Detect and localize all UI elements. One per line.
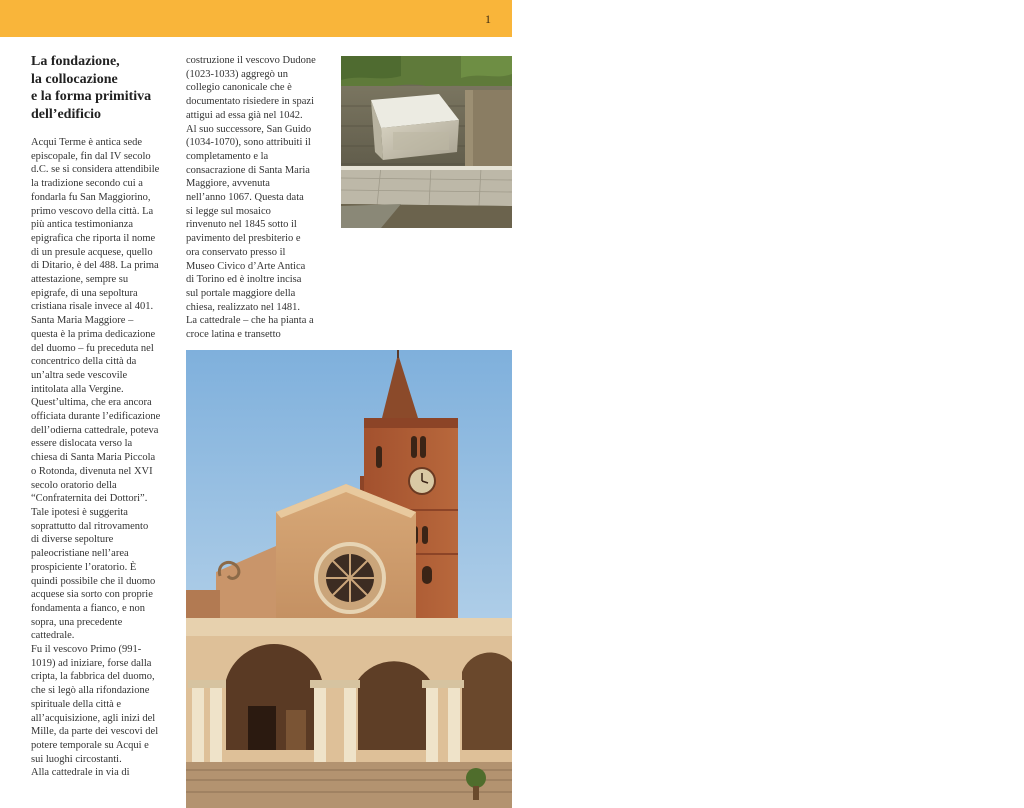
text-line: fondamenta a fianco, e non: [31, 602, 145, 614]
text-line: all’acquisizione, agli inizi del: [31, 712, 156, 724]
text-line: del duomo – fu preceduta nel: [31, 342, 154, 354]
text-line: prospiciente l’oratorio. È: [31, 561, 137, 573]
body-text-left-column: [31, 136, 175, 780]
text-line: potere temporale su Acqui e: [31, 739, 149, 751]
text-line: fondarla fu San Maggiorino,: [31, 191, 151, 203]
text-line: (1023-1033) aggregò un: [186, 68, 289, 80]
body-text-middle-column: [186, 54, 336, 342]
text-line: Mille, da parte dei vescovi del: [31, 726, 159, 738]
text-line: episcopale, fin dal IV secolo: [31, 150, 151, 162]
text-line: Fu il vescovo Primo (991-: [31, 644, 142, 656]
text-line: sul portale maggiore della: [186, 287, 296, 299]
text-line: Quest’ultima, che era ancora: [31, 397, 152, 409]
text-line: croce latina e transetto: [186, 329, 281, 341]
text-line: acquese sia sorto con proprie: [31, 589, 153, 601]
text-line: Santa Maria Maggiore –: [31, 315, 134, 327]
text-line: consacrazione di Santa Maria: [186, 164, 310, 176]
text-line: di un presule acquese, quello: [31, 246, 153, 258]
text-line: Museo Civico d’Arte Antica: [186, 260, 306, 272]
text-line: 1019) ad iniziare, forse dalla: [31, 657, 152, 669]
text-line: quindi possibile che il duomo: [31, 575, 156, 587]
text-line: ora conservato presso il: [186, 246, 286, 258]
text-line: d.C. se si considera attendibile: [31, 164, 160, 176]
text-line: nell’anno 1067. Questa data: [186, 192, 304, 204]
text-line: La cattedrale – che ha pianta a: [186, 315, 314, 327]
text-line: dell’odierna cattedrale, poteva: [31, 424, 159, 436]
text-line: cattedrale.: [31, 630, 75, 642]
text-line: intitolata alla Vergine.: [31, 383, 124, 395]
text-line: che si legò alla rifondazione: [31, 685, 150, 697]
text-line: completamento e la: [186, 150, 269, 162]
text-line: di Torino ed è inoltre incisa: [186, 274, 302, 286]
text-line: soprattutto dal ritrovamento: [31, 520, 149, 532]
heading-line: e la forma primitiva: [31, 89, 152, 104]
heading-line: la collocazione: [31, 71, 118, 87]
heading-line: dell’edificio: [31, 106, 101, 122]
page-number: 1: [485, 12, 491, 26]
text-line: rinvenuto nel 1845 sotto il: [186, 219, 297, 231]
text-line: secolo oratorio della: [31, 479, 117, 491]
text-line: primo vescovo della città. La: [31, 205, 154, 217]
text-line: collegio canonicale che è: [186, 82, 292, 94]
text-line: (1034-1070), sono attribuiti il: [186, 137, 311, 149]
text-line: attigui ad essa già nel 1042.: [186, 109, 303, 121]
text-line: documentato risiedere in spazi: [186, 96, 314, 108]
text-line: cripta, la fabbrica del duomo,: [31, 671, 155, 683]
text-line: spirituale della città e: [31, 698, 122, 710]
text-line: officiata durante l’edificazione: [31, 411, 161, 423]
text-line: “Confraternita dei Dottori”.: [31, 493, 148, 505]
text-line: attestazione, sempre su: [31, 274, 129, 286]
text-line: costruzione il vescovo Dudone: [186, 55, 316, 66]
text-line: Tale ipotesi è suggerita: [31, 506, 128, 518]
text-line: di Ditario, è del 488. La prima: [31, 260, 159, 272]
text-line: epigrafe, di una sepoltura: [31, 287, 138, 299]
text-line: cristiana risale invece al 401.: [31, 301, 154, 313]
text-line: Maggiore, avvenuta: [186, 178, 270, 190]
text-line: di diverse sepolture: [31, 534, 114, 546]
sarcophagus-photo: [341, 56, 512, 228]
text-line: un’altra sede vescovile: [31, 369, 128, 381]
text-line: epigrafica che riporta il nome: [31, 232, 156, 244]
text-line: questa è la prima dedicazione: [31, 328, 156, 340]
text-line: essere dislocata verso la: [31, 438, 133, 450]
text-line: si legge sul mosaico: [186, 205, 271, 217]
text-line: Acqui Terme è antica sede: [31, 137, 143, 148]
section-heading: [31, 53, 171, 123]
cathedral-photo: [186, 350, 512, 808]
text-line: la tradizione secondo cui a: [31, 178, 143, 190]
text-line: sui luoghi circostanti.: [31, 753, 122, 765]
text-line: o Rotonda, divenuta nel XVI: [31, 465, 153, 477]
text-line: più antica testimonianza: [31, 219, 134, 231]
text-line: Al suo successore, San Guido: [186, 123, 312, 135]
text-line: sopra, una precedente: [31, 616, 123, 628]
heading-line: La fondazione,: [31, 54, 120, 69]
text-line: pavimento del presbiterio e: [186, 233, 301, 245]
header-band: [0, 0, 512, 37]
text-line: paleocristiane nell’area: [31, 548, 129, 560]
text-line: concentrico della città da: [31, 356, 137, 368]
text-line: Alla cattedrale in via di: [31, 767, 130, 779]
text-line: chiesa, realizzato nel 1481.: [186, 301, 300, 313]
text-line: chiesa di Santa Maria Piccola: [31, 452, 156, 464]
